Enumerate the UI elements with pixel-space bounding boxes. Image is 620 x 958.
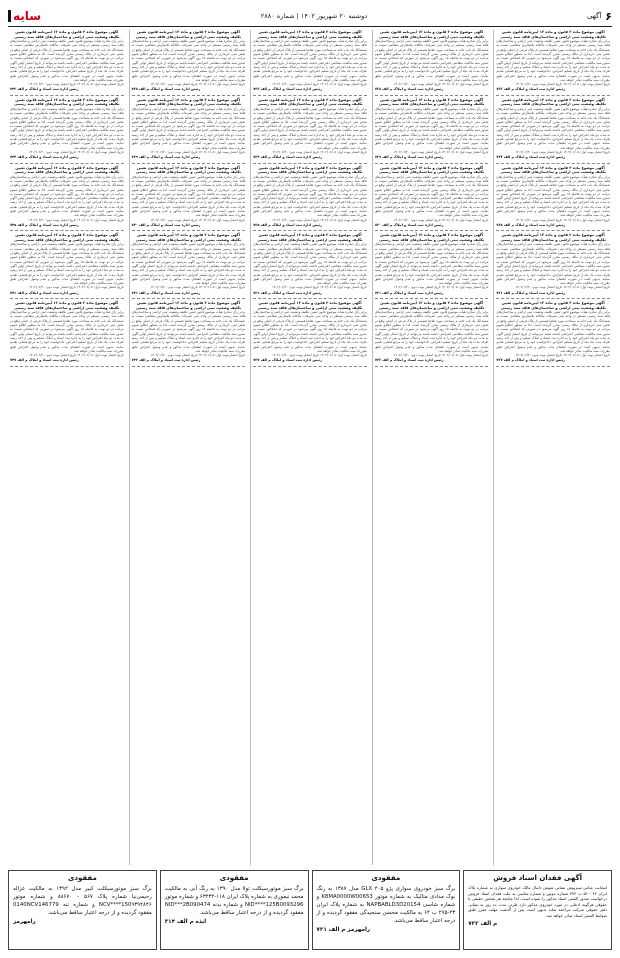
- ad-body: برابر رأی صادره هیأت موضوع قانون تعیین تکلیف وضعیت ثبتی اراضی و ساختمان‌های فاقد سند رسمی مستقر در واحد ثبتی تصرفات مالکانه بلامعارض متقاضی نسبت به ششدانگ یک باب خانه به مساحت مورد تقاضا قسمتی از پلاک فرعی از اصلی واقع در بخش ثبتی خریداری از مالک رسمی محرز گردیده است. لذا به منظور اطلاع عموم مراتب در دو نوبت به فاصله ۱۵ روز آگهی می‌شود در صورتی که اشخاص نسبت به صدور سند مالکیت متقاضی اعتراضی داشته باشند می‌توانند از تاریخ انتشار اولین آگهی به مدت دو ماه اعتراض خود را به اداره ثبت اسناد و املاک تسلیم و پس از اخذ رسید ظرف مدت یک ماه از تاریخ تسلیم اعتراض، دادخواست خود را به مرجع قضایی تقدیم نمایند. بدیهی است در صورت انقضای مدت مذکور و عدم وصول اعتراض طبق مقررات سند مالکیت صادر خواهد شد.: [496, 174, 610, 218]
- ad-serial: م الف ۷۲۸: [374, 87, 393, 92]
- ad-body: برابر رأی صادره هیأت موضوع قانون تعیین تکلیف وضعیت ثبتی اراضی و ساختمان‌های فاقد سند رسمی مستقر در واحد ثبتی تصرفات مالکانه بلامعارض متقاضی نسبت به ششدانگ یک باب خانه به مساحت مورد تقاضا قسمتی از پلاک فرعی از اصلی واقع در بخش ثبتی خریداری از مالک رسمی محرز گردیده است. لذا به منظور اطلاع عموم مراتب در دو نوبت به فاصله ۱۵ روز آگهی می‌شود در صورتی که اشخاص نسبت به صدور سند مالکیت متقاضی اعتراضی داشته باشند می‌توانند از تاریخ انتشار اولین آگهی به مدت دو ماه اعتراض خود را به اداره ثبت اسناد و املاک تسلیم و پس از اخذ رسید ظرف مدت یک ماه از تاریخ تسلیم اعتراض، دادخواست خود را به مرجع قضایی تقدیم نمایند. بدیهی است در صورت انقضای مدت مذکور و عدم وصول اعتراض طبق مقررات سند مالکیت صادر خواهد شد.: [253, 242, 367, 286]
- ad-serial: م الف ۷۳۷: [253, 358, 271, 363]
- ad-body: برابر رأی صادره هیأت موضوع قانون تعیین تکلیف وضعیت ثبتی اراضی و ساختمان‌های فاقد سند رسمی مستقر در واحد ثبتی تصرفات مالکانه بلامعارض متقاضی نسبت به ششدانگ یک باب خانه به مساحت مورد تقاضا قسمتی از پلاک فرعی از اصلی واقع در بخش ثبتی خریداری از مالک رسمی محرز گردیده است. لذا به منظور اطلاع عموم مراتب در دو نوبت به فاصله ۱۵ روز آگهی می‌شود در صورتی که اشخاص نسبت به صدور سند مالکیت متقاضی اعتراضی داشته باشند می‌توانند از تاریخ انتشار اولین آگهی به مدت دو ماه اعتراض خود را به اداره ثبت اسناد و املاک تسلیم و پس از اخذ رسید ظرف مدت یک ماه از تاریخ تسلیم اعتراض، دادخواست خود را به مرجع قضایی تقدیم نمایند. بدیهی است در صورت انقضای مدت مذکور و عدم وصول اعتراض طبق مقررات سند مالکیت صادر خواهد شد.: [131, 310, 246, 353]
- ad-body: برابر رأی صادره هیأت موضوع قانون تعیین تکلیف وضعیت ثبتی اراضی و ساختمان‌های فاقد سند رسمی مستقر در واحد ثبتی تصرفات مالکانه بلامعارض متقاضی نسبت به ششدانگ یک باب خانه به مساحت مورد تقاضا قسمتی از پلاک فرعی از اصلی واقع در بخش ثبتی خریداری از مالک رسمی محرز گردیده است. لذا به منظور اطلاع عموم مراتب در دو نوبت به فاصله ۱۵ روز آگهی می‌شود در صورتی که اشخاص نسبت به صدور سند مالکیت متقاضی اعتراضی داشته باشند می‌توانند از تاریخ انتشار اولین آگهی به مدت دو ماه اعتراض خود را به اداره ثبت اسناد و املاک تسلیم و پس از اخذ رسید ظرف مدت یک ماه از تاریخ تسلیم اعتراض، دادخواست خود را به مرجع قضایی تقدیم نمایند. بدیهی است در صورت انقضای مدت مذکور و عدم وصول اعتراض طبق مقررات سند مالکیت صادر خواهد شد.: [10, 242, 124, 286]
- ad-signature: [375, 291, 489, 295]
- ad-sign-office: رئیس اداره ثبت اسناد و املاک: [271, 87, 322, 92]
- ad-signature: [253, 223, 367, 227]
- notice-box: [8, 870, 157, 950]
- ad-body: برابر رأی صادره هیأت موضوع قانون تعیین تکلیف وضعیت ثبتی اراضی و ساختمان‌های فاقد سند رسمی مستقر در واحد ثبتی تصرفات مالکانه بلامعارض متقاضی نسبت به ششدانگ یک باب خانه به مساحت مورد تقاضا قسمتی از پلاک فرعی از اصلی واقع در بخش ثبتی خریداری از مالک رسمی محرز گردیده است. لذا به منظور اطلاع عموم مراتب در دو نوبت به فاصله ۱۵ روز آگهی می‌شود در صورتی که اشخاص نسبت به صدور سند مالکیت متقاضی اعتراضی داشته باشند می‌توانند از تاریخ انتشار اولین آگهی به مدت دو ماه اعتراض خود را به اداره ثبت اسناد و املاک تسلیم و پس از اخذ رسید ظرف مدت یک ماه از تاریخ تسلیم اعتراض، دادخواست خود را به مرجع قضایی تقدیم نمایند. بدیهی است در صورت انقضای مدت مذکور و عدم وصول اعتراض طبق مقررات سند مالکیت صادر خواهد شد.: [374, 242, 489, 286]
- ad-serial: م الف ۷۳۲: [374, 358, 393, 363]
- ad-divider: [253, 298, 367, 299]
- classified-ad: [496, 30, 610, 92]
- classified-ad: [253, 166, 367, 228]
- ad-dates: تاریخ انتشار نوبت اول: ۱۴۰۲/۰۶/۰۵ تاریخ انتشار نوبت دوم: ۱۴۰۲/۰۶/۲۰: [28, 149, 124, 154]
- ad-sign-office: رئیس اداره ثبت اسناد و املاک: [515, 222, 566, 227]
- ad-serial: م الف ۷۳۵: [253, 222, 271, 227]
- ad-divider: [132, 163, 246, 164]
- ad-sign-office: رئیس اداره ثبت اسناد و املاک: [515, 358, 566, 363]
- ad-title: آگهی موضوع ماده ۳ قانون و ماده ۱۳ آیین‌نامه قانون تعیین تکلیف وضعیت ثبتی اراضی و ساختمان‌های فاقد سند رسمی: [135, 30, 242, 39]
- ad-sign-office: رئیس اداره ثبت اسناد و املاک: [515, 290, 566, 295]
- classified-ad: [10, 166, 124, 228]
- ad-serial: م الف ۷۴۴: [10, 155, 28, 160]
- notice-signature: رامهرمز: [13, 919, 36, 925]
- ad-dates: تاریخ انتشار نوبت اول: ۱۴۰۲/۰۶/۰۵ تاریخ انتشار نوبت دوم: ۱۴۰۲/۰۶/۲۰: [28, 82, 124, 87]
- ad-dates: تاریخ انتشار نوبت اول: ۱۴۰۲/۰۶/۰۵ تاریخ انتشار نوبت دوم: ۱۴۰۲/۰۶/۲۰: [515, 82, 610, 87]
- ad-body: برابر رأی صادره هیأت موضوع قانون تعیین تکلیف وضعیت ثبتی اراضی و ساختمان‌های فاقد سند رسمی مستقر در واحد ثبتی تصرفات مالکانه بلامعارض متقاضی نسبت به ششدانگ یک باب خانه به مساحت مورد تقاضا قسمتی از پلاک فرعی از اصلی واقع در بخش ثبتی خریداری از مالک رسمی محرز گردیده است. لذا به منظور اطلاع عموم مراتب در دو نوبت به فاصله ۱۵ روز آگهی می‌شود در صورتی که اشخاص نسبت به صدور سند مالکیت متقاضی اعتراضی داشته باشند می‌توانند از تاریخ انتشار اولین آگهی به مدت دو ماه اعتراض خود را به اداره ثبت اسناد و املاک تسلیم و پس از اخذ رسید ظرف مدت یک ماه از تاریخ تسلیم اعتراض، دادخواست خود را به مرجع قضایی تقدیم نمایند. بدیهی است در صورت انقضای مدت مذکور و عدم وصول اعتراض طبق مقررات سند مالکیت صادر خواهد شد.: [374, 310, 489, 353]
- notice-box: [312, 870, 461, 950]
- ad-signature: [132, 223, 246, 227]
- classified-ad: [253, 30, 367, 92]
- ad-body: برابر رأی صادره هیأت موضوع قانون تعیین تکلیف وضعیت ثبتی اراضی و ساختمان‌های فاقد سند رسمی مستقر در واحد ثبتی تصرفات مالکانه بلامعارض متقاضی نسبت به ششدانگ یک باب خانه به مساحت مورد تقاضا قسمتی از پلاک فرعی از اصلی واقع در بخش ثبتی خریداری از مالک رسمی محرز گردیده است. لذا به منظور اطلاع عموم مراتب در دو نوبت به فاصله ۱۵ روز آگهی می‌شود در صورتی که اشخاص نسبت به صدور سند مالکیت متقاضی اعتراضی داشته باشند می‌توانند از تاریخ انتشار اولین آگهی به مدت دو ماه اعتراض خود را به اداره ثبت اسناد و املاک تسلیم و پس از اخذ رسید ظرف مدت یک ماه از تاریخ تسلیم اعتراض، دادخواست خود را به مرجع قضایی تقدیم نمایند. بدیهی است در صورت انقضای مدت مذکور و عدم وصول اعتراض طبق مقررات سند مالکیت صادر خواهد شد.: [496, 106, 610, 150]
- ad-signature: [132, 155, 246, 159]
- ad-title: آگهی موضوع ماده ۳ قانون و ماده ۱۳ آیین‌نامه قانون تعیین تکلیف وضعیت ثبتی اراضی و ساختمان‌های فاقد سند رسمی: [378, 301, 485, 310]
- ad-body: برابر رأی صادره هیأت موضوع قانون تعیین تکلیف وضعیت ثبتی اراضی و ساختمان‌های فاقد سند رسمی مستقر در واحد ثبتی تصرفات مالکانه بلامعارض متقاضی نسبت به ششدانگ یک باب خانه به مساحت مورد تقاضا قسمتی از پلاک فرعی از اصلی واقع در بخش ثبتی خریداری از مالک رسمی محرز گردیده است. لذا به منظور اطلاع عموم مراتب در دو نوبت به فاصله ۱۵ روز آگهی می‌شود در صورتی که اشخاص نسبت به صدور سند مالکیت متقاضی اعتراضی داشته باشند می‌توانند از تاریخ انتشار اولین آگهی به مدت دو ماه اعتراض خود را به اداره ثبت اسناد و املاک تسلیم و پس از اخذ رسید ظرف مدت یک ماه از تاریخ تسلیم اعتراض، دادخواست خود را به مرجع قضایی تقدیم نمایند. بدیهی است در صورت انقضای مدت مذکور و عدم وصول اعتراض طبق مقررات سند مالکیت صادر خواهد شد.: [10, 310, 124, 353]
- ad-divider: [253, 95, 367, 96]
- ad-title: آگهی موضوع ماده ۳ قانون و ماده ۱۳ آیین‌نامه قانون تعیین تکلیف وضعیت ثبتی اراضی و ساختمان‌های فاقد سند رسمی: [14, 233, 120, 242]
- classified-ad: [132, 166, 246, 228]
- ad-dates: تاریخ انتشار نوبت اول: ۱۴۰۲/۰۶/۰۵ تاریخ انتشار نوبت دوم: ۱۴۰۲/۰۶/۲۰: [515, 217, 610, 222]
- page-header: [8, 6, 612, 27]
- ad-title: آگهی موضوع ماده ۳ قانون و ماده ۱۳ آیین‌نامه قانون تعیین تکلیف وضعیت ثبتی اراضی و ساختمان‌های فاقد سند رسمی: [257, 233, 363, 242]
- ad-body: برابر رأی صادره هیأت موضوع قانون تعیین تکلیف وضعیت ثبتی اراضی و ساختمان‌های فاقد سند رسمی مستقر در واحد ثبتی تصرفات مالکانه بلامعارض متقاضی نسبت به ششدانگ یک باب خانه به مساحت مورد تقاضا قسمتی از پلاک فرعی از اصلی واقع در بخش ثبتی خریداری از مالک رسمی محرز گردیده است. لذا به منظور اطلاع عموم مراتب در دو نوبت به فاصله ۱۵ روز آگهی می‌شود در صورتی که اشخاص نسبت به صدور سند مالکیت متقاضی اعتراضی داشته باشند می‌توانند از تاریخ انتشار اولین آگهی به مدت دو ماه اعتراض خود را به اداره ثبت اسناد و املاک تسلیم و پس از اخذ رسید ظرف مدت یک ماه از تاریخ تسلیم اعتراض، دادخواست خود را به مرجع قضایی تقدیم نمایند. بدیهی است در صورت انقضای مدت مذکور و عدم وصول اعتراض طبق مقررات سند مالکیت صادر خواهد شد.: [496, 242, 610, 286]
- ad-divider: [375, 230, 489, 231]
- ad-dates: تاریخ انتشار نوبت اول: ۱۴۰۲/۰۶/۰۵ تاریخ انتشار نوبت دوم: ۱۴۰۲/۰۶/۲۰: [393, 217, 489, 222]
- ad-serial: م الف ۷۳۸: [131, 87, 150, 92]
- ad-serial: م الف ۷۲۶: [496, 290, 514, 295]
- ad-signature: [10, 155, 124, 159]
- ad-sign-office: رئیس اداره ثبت اسناد و املاک: [28, 358, 79, 363]
- ad-body: برابر رأی صادره هیأت موضوع قانون تعیین تکلیف وضعیت ثبتی اراضی و ساختمان‌های فاقد سند رسمی مستقر در واحد ثبتی تصرفات مالکانه بلامعارض متقاضی نسبت به ششدانگ یک باب خانه به مساحت مورد تقاضا قسمتی از پلاک فرعی از اصلی واقع در بخش ثبتی خریداری از مالک رسمی محرز گردیده است. لذا به منظور اطلاع عموم مراتب در دو نوبت به فاصله ۱۵ روز آگهی می‌شود در صورتی که اشخاص نسبت به صدور سند مالکیت متقاضی اعتراضی داشته باشند می‌توانند از تاریخ انتشار اولین آگهی به مدت دو ماه اعتراض خود را به اداره ثبت اسناد و املاک تسلیم و پس از اخذ رسید ظرف مدت یک ماه از تاریخ تسلیم اعتراض، دادخواست خود را به مرجع قضایی تقدیم نمایند. بدیهی است در صورت انقضای مدت مذکور و عدم وصول اعتراض طبق مقررات سند مالکیت صادر خواهد شد.: [496, 39, 610, 82]
- ad-signature: [375, 87, 489, 91]
- ad-divider: [375, 163, 489, 164]
- ad-title: آگهی موضوع ماده ۳ قانون و ماده ۱۳ آیین‌نامه قانون تعیین تکلیف وضعیت ثبتی اراضی و ساختمان‌های فاقد سند رسمی: [378, 165, 485, 175]
- ad-serial: م الف ۷۲۵: [496, 222, 514, 227]
- ad-signature: [10, 87, 124, 91]
- ad-serial: م الف ۷۴۵: [10, 222, 28, 227]
- ad-body: برابر رأی صادره هیأت موضوع قانون تعیین تکلیف وضعیت ثبتی اراضی و ساختمان‌های فاقد سند رسمی مستقر در واحد ثبتی تصرفات مالکانه بلامعارض متقاضی نسبت به ششدانگ یک باب خانه به مساحت مورد تقاضا قسمتی از پلاک فرعی از اصلی واقع در بخش ثبتی خریداری از مالک رسمی محرز گردیده است. لذا به منظور اطلاع عموم مراتب در دو نوبت به فاصله ۱۵ روز آگهی می‌شود در صورتی که اشخاص نسبت به صدور سند مالکیت متقاضی اعتراضی داشته باشند می‌توانند از تاریخ انتشار اولین آگهی به مدت دو ماه اعتراض خود را به اداره ثبت اسناد و املاک تسلیم و پس از اخذ رسید ظرف مدت یک ماه از تاریخ تسلیم اعتراض، دادخواست خود را به مرجع قضایی تقدیم نمایند. بدیهی است در صورت انقضای مدت مذکور و عدم وصول اعتراض طبق مقررات سند مالکیت صادر خواهد شد.: [10, 106, 124, 150]
- ad-signature: [253, 291, 367, 295]
- ad-serial: م الف ۷۲۳: [496, 87, 514, 92]
- ad-signature: [132, 291, 246, 295]
- classified-ad: [375, 301, 489, 363]
- ad-body: برابر رأی صادره هیأت موضوع قانون تعیین تکلیف وضعیت ثبتی اراضی و ساختمان‌های فاقد سند رسمی مستقر در واحد ثبتی تصرفات مالکانه بلامعارض متقاضی نسبت به ششدانگ یک باب خانه به مساحت مورد تقاضا قسمتی از پلاک فرعی از اصلی واقع در بخش ثبتی خریداری از مالک رسمی محرز گردیده است. لذا به منظور اطلاع عموم مراتب در دو نوبت به فاصله ۱۵ روز آگهی می‌شود در صورتی که اشخاص نسبت به صدور سند مالکیت متقاضی اعتراضی داشته باشند می‌توانند از تاریخ انتشار اولین آگهی به مدت دو ماه اعتراض خود را به اداره ثبت اسناد و املاک تسلیم و پس از اخذ رسید ظرف مدت یک ماه از تاریخ تسلیم اعتراض، دادخواست خود را به مرجع قضایی تقدیم نمایند. بدیهی است در صورت انقضای مدت مذکور و عدم وصول اعتراض طبق مقررات سند مالکیت صادر خواهد شد.: [10, 174, 124, 218]
- ad-body: برابر رأی صادره هیأت موضوع قانون تعیین تکلیف وضعیت ثبتی اراضی و ساختمان‌های فاقد سند رسمی مستقر در واحد ثبتی تصرفات مالکانه بلامعارض متقاضی نسبت به ششدانگ یک باب خانه به مساحت مورد تقاضا قسمتی از پلاک فرعی از اصلی واقع در بخش ثبتی خریداری از مالک رسمی محرز گردیده است. لذا به منظور اطلاع عموم مراتب در دو نوبت به فاصله ۱۵ روز آگهی می‌شود در صورتی که اشخاص نسبت به صدور سند مالکیت متقاضی اعتراضی داشته باشند می‌توانند از تاریخ انتشار اولین آگهی به مدت دو ماه اعتراض خود را به اداره ثبت اسناد و املاک تسلیم و پس از اخذ رسید ظرف مدت یک ماه از تاریخ تسلیم اعتراض، دادخواست خود را به مرجع قضایی تقدیم نمایند. بدیهی است در صورت انقضای مدت مذکور و عدم وصول اعتراض طبق مقررات سند مالکیت صادر خواهد شد.: [374, 106, 489, 150]
- ad-serial: م الف ۷۴۱: [131, 290, 150, 295]
- ad-body: برابر رأی صادره هیأت موضوع قانون تعیین تکلیف وضعیت ثبتی اراضی و ساختمان‌های فاقد سند رسمی مستقر در واحد ثبتی تصرفات مالکانه بلامعارض متقاضی نسبت به ششدانگ یک باب خانه به مساحت مورد تقاضا قسمتی از پلاک فرعی از اصلی واقع در بخش ثبتی خریداری از مالک رسمی محرز گردیده است. لذا به منظور اطلاع عموم مراتب در دو نوبت به فاصله ۱۵ روز آگهی می‌شود در صورتی که اشخاص نسبت به صدور سند مالکیت متقاضی اعتراضی داشته باشند می‌توانند از تاریخ انتشار اولین آگهی به مدت دو ماه اعتراض خود را به اداره ثبت اسناد و املاک تسلیم و پس از اخذ رسید ظرف مدت یک ماه از تاریخ تسلیم اعتراض، دادخواست خود را به مرجع قضایی تقدیم نمایند. بدیهی است در صورت انقضای مدت مذکور و عدم وصول اعتراض طبق مقررات سند مالکیت صادر خواهد شد.: [131, 242, 246, 286]
- ad-title: آگهی موضوع ماده ۳ قانون و ماده ۱۳ آیین‌نامه قانون تعیین تکلیف وضعیت ثبتی اراضی و ساختمان‌های فاقد سند رسمی: [378, 97, 485, 107]
- ad-title: آگهی موضوع ماده ۳ قانون و ماده ۱۳ آیین‌نامه قانون تعیین تکلیف وضعیت ثبتی اراضی و ساختمان‌های فاقد سند رسمی: [378, 30, 485, 39]
- ad-serial: م الف ۷۴۷: [10, 358, 28, 363]
- section-label: آگهی: [586, 12, 602, 20]
- ad-body: برابر رأی صادره هیأت موضوع قانون تعیین تکلیف وضعیت ثبتی اراضی و ساختمان‌های فاقد سند رسمی مستقر در واحد ثبتی تصرفات مالکانه بلامعارض متقاضی نسبت به ششدانگ یک باب خانه به مساحت مورد تقاضا قسمتی از پلاک فرعی از اصلی واقع در بخش ثبتی خریداری از مالک رسمی محرز گردیده است. لذا به منظور اطلاع عموم مراتب در دو نوبت به فاصله ۱۵ روز آگهی می‌شود در صورتی که اشخاص نسبت به صدور سند مالکیت متقاضی اعتراضی داشته باشند می‌توانند از تاریخ انتشار اولین آگهی به مدت دو ماه اعتراض خود را به اداره ثبت اسناد و املاک تسلیم و پس از اخذ رسید ظرف مدت یک ماه از تاریخ تسلیم اعتراض، دادخواست خود را به مرجع قضایی تقدیم نمایند. بدیهی است در صورت انقضای مدت مذکور و عدم وصول اعتراض طبق مقررات سند مالکیت صادر خواهد شد.: [131, 174, 246, 218]
- ad-dates: تاریخ انتشار نوبت اول: ۱۴۰۲/۰۶/۰۵ تاریخ انتشار نوبت دوم: ۱۴۰۲/۰۶/۲۰: [150, 285, 246, 290]
- ad-divider: [253, 230, 367, 231]
- ad-signature: [496, 358, 610, 362]
- ad-dates: تاریخ انتشار نوبت اول: ۱۴۰۲/۰۶/۰۵ تاریخ انتشار نوبت دوم: ۱۴۰۲/۰۶/۲۰: [393, 285, 489, 290]
- ad-body: برابر رأی صادره هیأت موضوع قانون تعیین تکلیف وضعیت ثبتی اراضی و ساختمان‌های فاقد سند رسمی مستقر در واحد ثبتی تصرفات مالکانه بلامعارض متقاضی نسبت به ششدانگ یک باب خانه به مساحت مورد تقاضا قسمتی از پلاک فرعی از اصلی واقع در بخش ثبتی خریداری از مالک رسمی محرز گردیده است. لذا به منظور اطلاع عموم مراتب در دو نوبت به فاصله ۱۵ روز آگهی می‌شود در صورتی که اشخاص نسبت به صدور سند مالکیت متقاضی اعتراضی داشته باشند می‌توانند از تاریخ انتشار اولین آگهی به مدت دو ماه اعتراض خود را به اداره ثبت اسناد و املاک تسلیم و پس از اخذ رسید ظرف مدت یک ماه از تاریخ تسلیم اعتراض، دادخواست خود را به مرجع قضایی تقدیم نمایند. بدیهی است در صورت انقضای مدت مذکور و عدم وصول اعتراض طبق مقررات سند مالکیت صادر خواهد شد.: [253, 310, 367, 353]
- ad-dates: تاریخ انتشار نوبت اول: ۱۴۰۲/۰۶/۰۵ تاریخ انتشار نوبت دوم: ۱۴۰۲/۰۶/۲۰: [393, 353, 489, 358]
- ad-column: [129, 30, 248, 865]
- classified-ad: [132, 233, 246, 295]
- ad-column: [493, 30, 612, 865]
- ad-signature: [132, 87, 246, 91]
- notice-title: مفقودی: [67, 874, 97, 882]
- ad-dates: تاریخ انتشار نوبت اول: ۱۴۰۲/۰۶/۰۵ تاریخ انتشار نوبت دوم: ۱۴۰۲/۰۶/۲۰: [150, 82, 246, 87]
- ad-dates: تاریخ انتشار نوبت اول: ۱۴۰۲/۰۶/۰۵ تاریخ انتشار نوبت دوم: ۱۴۰۲/۰۶/۲۰: [515, 353, 610, 358]
- ad-sign-office: رئیس اداره ثبت اسناد و املاک: [393, 222, 444, 227]
- ad-dates: تاریخ انتشار نوبت اول: ۱۴۰۲/۰۶/۰۵ تاریخ انتشار نوبت دوم: ۱۴۰۲/۰۶/۲۰: [515, 285, 610, 290]
- ad-dates: تاریخ انتشار نوبت اول: ۱۴۰۲/۰۶/۰۵ تاریخ انتشار نوبت دوم: ۱۴۰۲/۰۶/۲۰: [393, 149, 489, 154]
- ad-dates: تاریخ انتشار نوبت اول: ۱۴۰۲/۰۶/۰۵ تاریخ انتشار نوبت دوم: ۱۴۰۲/۰۶/۲۰: [150, 149, 246, 154]
- ad-sign-office: رئیس اداره ثبت اسناد و املاک: [393, 87, 444, 92]
- ad-dates: تاریخ انتشار نوبت اول: ۱۴۰۲/۰۶/۰۵ تاریخ انتشار نوبت دوم: ۱۴۰۲/۰۶/۲۰: [515, 149, 610, 154]
- classified-ad: [10, 98, 124, 160]
- ad-body: برابر رأی صادره هیأت موضوع قانون تعیین تکلیف وضعیت ثبتی اراضی و ساختمان‌های فاقد سند رسمی مستقر در واحد ثبتی تصرفات مالکانه بلامعارض متقاضی نسبت به ششدانگ یک باب خانه به مساحت مورد تقاضا قسمتی از پلاک فرعی از اصلی واقع در بخش ثبتی خریداری از مالک رسمی محرز گردیده است. لذا به منظور اطلاع عموم مراتب در دو نوبت به فاصله ۱۵ روز آگهی می‌شود در صورتی که اشخاص نسبت به صدور سند مالکیت متقاضی اعتراضی داشته باشند می‌توانند از تاریخ انتشار اولین آگهی به مدت دو ماه اعتراض خود را به اداره ثبت اسناد و املاک تسلیم و پس از اخذ رسید ظرف مدت یک ماه از تاریخ تسلیم اعتراض، دادخواست خود را به مرجع قضایی تقدیم نمایند. بدیهی است در صورت انقضای مدت مذکور و عدم وصول اعتراض طبق مقررات سند مالکیت صادر خواهد شد.: [131, 106, 246, 150]
- notice-box: [463, 870, 612, 950]
- ad-sign-office: رئیس اداره ثبت اسناد و املاک: [28, 290, 79, 295]
- ad-sign-office: رئیس اداره ثبت اسناد و املاک: [393, 155, 444, 160]
- ad-serial: م الف ۷۳۶: [253, 290, 271, 295]
- classified-ad: [375, 233, 489, 295]
- issue-date: دوشنبه ۲۰ شهریور ۱۴۰۲ | شماره ۲۸۸۰: [260, 12, 368, 20]
- ad-body: برابر رأی صادره هیأت موضوع قانون تعیین تکلیف وضعیت ثبتی اراضی و ساختمان‌های فاقد سند رسمی مستقر در واحد ثبتی تصرفات مالکانه بلامعارض متقاضی نسبت به ششدانگ یک باب خانه به مساحت مورد تقاضا قسمتی از پلاک فرعی از اصلی واقع در بخش ثبتی خریداری از مالک رسمی محرز گردیده است. لذا به منظور اطلاع عموم مراتب در دو نوبت به فاصله ۱۵ روز آگهی می‌شود در صورتی که اشخاص نسبت به صدور سند مالکیت متقاضی اعتراضی داشته باشند می‌توانند از تاریخ انتشار اولین آگهی به مدت دو ماه اعتراض خود را به اداره ثبت اسناد و املاک تسلیم و پس از اخذ رسید ظرف مدت یک ماه از تاریخ تسلیم اعتراض، دادخواست خود را به مرجع قضایی تقدیم نمایند. بدیهی است در صورت انقضای مدت مذکور و عدم وصول اعتراض طبق مقررات سند مالکیت صادر خواهد شد.: [496, 310, 610, 353]
- ad-serial: م الف ۷۴۲: [131, 358, 150, 363]
- ad-signature: [375, 223, 489, 227]
- classified-ad: [253, 98, 367, 160]
- ad-signature: [10, 291, 124, 295]
- logo-bar-icon: [8, 10, 11, 22]
- ad-sign-office: رئیس اداره ثبت اسناد و املاک: [393, 290, 444, 295]
- ad-divider: [10, 230, 124, 231]
- notice-body: برگ سبز موتورسیکلت کبیر مدل ۱۳۹۲ به مالکیت غزاله رحیمی‌نیا شماره پلاک ۵۶۷ - ۸۸۶۷۰ و شماره موتور NCV****150۹۳۹۴۸۴۶ و شماره تنه 0140NCV146779 مفقود گردیده و از درجه اعتبار ساقط می‌باشد.: [13, 886, 152, 916]
- ad-body: برابر رأی صادره هیأت موضوع قانون تعیین تکلیف وضعیت ثبتی اراضی و ساختمان‌های فاقد سند رسمی مستقر در واحد ثبتی تصرفات مالکانه بلامعارض متقاضی نسبت به ششدانگ یک باب خانه به مساحت مورد تقاضا قسمتی از پلاک فرعی از اصلی واقع در بخش ثبتی خریداری از مالک رسمی محرز گردیده است. لذا به منظور اطلاع عموم مراتب در دو نوبت به فاصله ۱۵ روز آگهی می‌شود در صورتی که اشخاص نسبت به صدور سند مالکیت متقاضی اعتراضی داشته باشند می‌توانند از تاریخ انتشار اولین آگهی به مدت دو ماه اعتراض خود را به اداره ثبت اسناد و املاک تسلیم و پس از اخذ رسید ظرف مدت یک ماه از تاریخ تسلیم اعتراض، دادخواست خود را به مرجع قضایی تقدیم نمایند. بدیهی است در صورت انقضای مدت مذکور و عدم وصول اعتراض طبق مقررات سند مالکیت صادر خواهد شد.: [374, 39, 489, 82]
- ad-divider: [132, 366, 246, 367]
- notice-signature: ایذه م الف ۳۱۴: [164, 919, 207, 925]
- ad-divider: [375, 298, 489, 299]
- notice-signature: رامهرمز م الف ۷۲۱: [316, 927, 371, 933]
- ad-dates: تاریخ انتشار نوبت اول: ۱۴۰۲/۰۶/۰۵ تاریخ انتشار نوبت دوم: ۱۴۰۲/۰۶/۲۰: [28, 353, 124, 358]
- classified-ad: [496, 301, 610, 363]
- ad-signature: [496, 87, 610, 91]
- classified-ad: [253, 301, 367, 363]
- notice-title: مفقودی: [371, 874, 401, 882]
- ad-title: آگهی موضوع ماده ۳ قانون و ماده ۱۳ آیین‌نامه قانون تعیین تکلیف وضعیت ثبتی اراضی و ساختمان‌های فاقد سند رسمی: [135, 165, 242, 175]
- ad-title: آگهی موضوع ماده ۳ قانون و ماده ۱۳ آیین‌نامه قانون تعیین تکلیف وضعیت ثبتی اراضی و ساختمان‌های فاقد سند رسمی: [135, 233, 242, 242]
- newspaper-logo: [8, 9, 41, 23]
- ad-divider: [132, 230, 246, 231]
- classified-ad: [253, 233, 367, 295]
- ad-title: آگهی موضوع ماده ۳ قانون و ماده ۱۳ آیین‌نامه قانون تعیین تکلیف وضعیت ثبتی اراضی و ساختمان‌های فاقد سند رسمی: [500, 30, 606, 39]
- ad-serial: م الف ۷۳۰: [374, 222, 393, 227]
- ad-dates: تاریخ انتشار نوبت اول: ۱۴۰۲/۰۶/۰۵ تاریخ انتشار نوبت دوم: ۱۴۰۲/۰۶/۲۰: [28, 285, 124, 290]
- ad-signature: [132, 358, 246, 362]
- ad-signature: [253, 87, 367, 91]
- classified-ad: [496, 98, 610, 160]
- ad-serial: م الف ۷۴۰: [131, 222, 150, 227]
- ad-divider: [10, 298, 124, 299]
- ad-body: برابر رأی صادره هیأت موضوع قانون تعیین تکلیف وضعیت ثبتی اراضی و ساختمان‌های فاقد سند رسمی مستقر در واحد ثبتی تصرفات مالکانه بلامعارض متقاضی نسبت به ششدانگ یک باب خانه به مساحت مورد تقاضا قسمتی از پلاک فرعی از اصلی واقع در بخش ثبتی خریداری از مالک رسمی محرز گردیده است. لذا به منظور اطلاع عموم مراتب در دو نوبت به فاصله ۱۵ روز آگهی می‌شود در صورتی که اشخاص نسبت به صدور سند مالکیت متقاضی اعتراضی داشته باشند می‌توانند از تاریخ انتشار اولین آگهی به مدت دو ماه اعتراض خود را به اداره ثبت اسناد و املاک تسلیم و پس از اخذ رسید ظرف مدت یک ماه از تاریخ تسلیم اعتراض، دادخواست خود را به مرجع قضایی تقدیم نمایند. بدیهی است در صورت انقضای مدت مذکور و عدم وصول اعتراض طبق مقررات سند مالکیت صادر خواهد شد.: [10, 39, 124, 82]
- classified-ad: [10, 233, 124, 295]
- ad-title: آگهی موضوع ماده ۳ قانون و ماده ۱۳ آیین‌نامه قانون تعیین تکلیف وضعیت ثبتی اراضی و ساختمان‌های فاقد سند رسمی: [135, 301, 242, 310]
- ad-title: آگهی موضوع ماده ۳ قانون و ماده ۱۳ آیین‌نامه قانون تعیین تکلیف وضعیت ثبتی اراضی و ساختمان‌های فاقد سند رسمی: [500, 165, 606, 175]
- ad-title: آگهی موضوع ماده ۳ قانون و ماده ۱۳ آیین‌نامه قانون تعیین تکلیف وضعیت ثبتی اراضی و ساختمان‌های فاقد سند رسمی: [14, 301, 120, 310]
- ad-sign-office: رئیس اداره ثبت اسناد و املاک: [28, 222, 79, 227]
- classified-ad: [132, 30, 246, 92]
- notice-body: اینجانب عباس سبزپوش نشانی شوش دانیال مالک خودروی سواری به شماره پلاک ایران ۴۴ - ۵۶ ب ۳۷۳ شماره موتور و شماره شاسی به علت فقدان اسناد فروش درخواست صدور المثنی اسناد مذکور را نموده است. لذا چنانچه هر شخص حقیقی یا حقوقی هرگونه ادعایی در مورد خودروی مذکور دارد ظرف مدت ده روز به نشانی دفتر حقوقی شرکت مراجعه نماید بدیهی است پس از گذشت مهلت مقرر طبق ضوابط المثنی اسناد صادر خواهد شد.: [468, 885, 607, 918]
- ad-divider: [496, 366, 610, 367]
- ad-column: [8, 30, 126, 865]
- ad-sign-office: رئیس اداره ثبت اسناد و املاک: [150, 87, 201, 92]
- ad-dates: تاریخ انتشار نوبت اول: ۱۴۰۲/۰۶/۰۵ تاریخ انتشار نوبت دوم: ۱۴۰۲/۰۶/۲۰: [272, 285, 367, 290]
- ad-signature: [10, 223, 124, 227]
- ad-signature: [496, 155, 610, 159]
- ad-sign-office: رئیس اداره ثبت اسناد و املاک: [515, 155, 566, 160]
- ad-dates: تاریخ انتشار نوبت اول: ۱۴۰۲/۰۶/۰۵ تاریخ انتشار نوبت دوم: ۱۴۰۲/۰۶/۲۰: [272, 149, 367, 154]
- ad-sign-office: رئیس اداره ثبت اسناد و املاک: [271, 222, 322, 227]
- ad-title: آگهی موضوع ماده ۳ قانون و ماده ۱۳ آیین‌نامه قانون تعیین تکلیف وضعیت ثبتی اراضی و ساختمان‌های فاقد سند رسمی: [14, 97, 120, 107]
- ad-divider: [10, 95, 124, 96]
- ad-divider: [253, 366, 367, 367]
- logo-text: سایه: [13, 9, 42, 23]
- notice-signature: م الف ۷۲۲: [468, 920, 498, 927]
- ad-signature: [496, 291, 610, 295]
- notice-body: برگ سبز خودروی سواری پژو ۴۰۵ GLX مدل ۱۳۸۷ به رنگ نوک مدادی متالیک به شماره موتور K8MA0000W00653 و شماره شاسی NAPBABLD3D20154 به شماره پلاک ایران ۲۳-۲۷۵ ب ۶۴ به مالکیت محسن سنجیدگی مفقود گردیده و از درجه اعتبار ساقط می‌باشد.: [316, 886, 456, 924]
- ad-dates: تاریخ انتشار نوبت اول: ۱۴۰۲/۰۶/۰۵ تاریخ انتشار نوبت دوم: ۱۴۰۲/۰۶/۲۰: [150, 217, 246, 222]
- classified-ad: [132, 301, 246, 363]
- ad-sign-office: رئیس اداره ثبت اسناد و املاک: [150, 358, 201, 363]
- ad-body: برابر رأی صادره هیأت موضوع قانون تعیین تکلیف وضعیت ثبتی اراضی و ساختمان‌های فاقد سند رسمی مستقر در واحد ثبتی تصرفات مالکانه بلامعارض متقاضی نسبت به ششدانگ یک باب خانه به مساحت مورد تقاضا قسمتی از پلاک فرعی از اصلی واقع در بخش ثبتی خریداری از مالک رسمی محرز گردیده است. لذا به منظور اطلاع عموم مراتب در دو نوبت به فاصله ۱۵ روز آگهی می‌شود در صورتی که اشخاص نسبت به صدور سند مالکیت متقاضی اعتراضی داشته باشند می‌توانند از تاریخ انتشار اولین آگهی به مدت دو ماه اعتراض خود را به اداره ثبت اسناد و املاک تسلیم و پس از اخذ رسید ظرف مدت یک ماه از تاریخ تسلیم اعتراض، دادخواست خود را به مرجع قضایی تقدیم نمایند. بدیهی است در صورت انقضای مدت مذکور و عدم وصول اعتراض طبق مقررات سند مالکیت صادر خواهد شد.: [131, 39, 246, 82]
- ad-title: آگهی موضوع ماده ۳ قانون و ماده ۱۳ آیین‌نامه قانون تعیین تکلیف وضعیت ثبتی اراضی و ساختمان‌های فاقد سند رسمی: [257, 30, 363, 39]
- classified-ad: [496, 166, 610, 228]
- notice-body: برگ سبز موتورسیکلت تولا مدل ۱۳۹۰ به رنگ آبی به مالکیت محمد نیموری به شماره پلاک ایران ۱۱۸-۶۳۴۳۲ و شماره موتور NID****125B0093296 و شماره بدنه NID***2B090474 مفقود گردیده و از درجه اعتبار ساقط می‌باشد.: [164, 886, 304, 916]
- classified-ad: [132, 98, 246, 160]
- ad-serial: م الف ۷۲۹: [374, 155, 393, 160]
- ad-title: آگهی موضوع ماده ۳ قانون و ماده ۱۳ آیین‌نامه قانون تعیین تکلیف وضعیت ثبتی اراضی و ساختمان‌های فاقد سند رسمی: [135, 97, 242, 107]
- ad-signature: [375, 155, 489, 159]
- ad-serial: م الف ۷۳۳: [253, 87, 271, 92]
- ad-dates: تاریخ انتشار نوبت اول: ۱۴۰۲/۰۶/۰۵ تاریخ انتشار نوبت دوم: ۱۴۰۲/۰۶/۲۰: [150, 353, 246, 358]
- page-number: ۶: [605, 9, 612, 23]
- ad-divider: [132, 298, 246, 299]
- ad-title: آگهی موضوع ماده ۳ قانون و ماده ۱۳ آیین‌نامه قانون تعیین تکلیف وضعیت ثبتی اراضی و ساختمان‌های فاقد سند رسمی: [257, 97, 363, 107]
- bottom-notices: [8, 870, 612, 950]
- ad-sign-office: رئیس اداره ثبت اسناد و املاک: [393, 358, 444, 363]
- ad-divider: [496, 95, 610, 96]
- ad-title: آگهی موضوع ماده ۳ قانون و ماده ۱۳ آیین‌نامه قانون تعیین تکلیف وضعیت ثبتی اراضی و ساختمان‌های فاقد سند رسمی: [500, 233, 606, 242]
- ad-title: آگهی موضوع ماده ۳ قانون و ماده ۱۳ آیین‌نامه قانون تعیین تکلیف وضعیت ثبتی اراضی و ساختمان‌های فاقد سند رسمی: [14, 30, 120, 39]
- ad-sign-office: رئیس اداره ثبت اسناد و املاک: [28, 155, 79, 160]
- ad-title: آگهی موضوع ماده ۳ قانون و ماده ۱۳ آیین‌نامه قانون تعیین تکلیف وضعیت ثبتی اراضی و ساختمان‌های فاقد سند رسمی: [378, 233, 485, 242]
- page-number-group: [587, 10, 612, 23]
- ad-divider: [10, 163, 124, 164]
- ad-signature: [496, 223, 610, 227]
- classified-ad: [496, 233, 610, 295]
- ad-sign-office: رئیس اداره ثبت اسناد و املاک: [271, 290, 322, 295]
- notice-title: آگهی فقدان اسناد فروش: [493, 874, 583, 882]
- ad-title: آگهی موضوع ماده ۳ قانون و ماده ۱۳ آیین‌نامه قانون تعیین تکلیف وضعیت ثبتی اراضی و ساختمان‌های فاقد سند رسمی: [500, 301, 606, 310]
- ad-divider: [132, 95, 246, 96]
- ad-title: آگهی موضوع ماده ۳ قانون و ماده ۱۳ آیین‌نامه قانون تعیین تکلیف وضعیت ثبتی اراضی و ساختمان‌های فاقد سند رسمی: [257, 301, 363, 310]
- ad-divider: [375, 366, 489, 367]
- ad-sign-office: رئیس اداره ثبت اسناد و املاک: [150, 155, 201, 160]
- ad-sign-office: رئیس اداره ثبت اسناد و املاک: [271, 358, 322, 363]
- ad-serial: م الف ۷۴۳: [10, 87, 28, 92]
- ad-sign-office: رئیس اداره ثبت اسناد و املاک: [150, 222, 201, 227]
- notice-title: مفقودی: [219, 874, 249, 882]
- ad-divider: [10, 366, 124, 367]
- ad-dates: تاریخ انتشار نوبت اول: ۱۴۰۲/۰۶/۰۵ تاریخ انتشار نوبت دوم: ۱۴۰۲/۰۶/۲۰: [272, 353, 367, 358]
- classified-ad: [375, 166, 489, 228]
- ad-column: [372, 30, 491, 865]
- ad-dates: تاریخ انتشار نوبت اول: ۱۴۰۲/۰۶/۰۵ تاریخ انتشار نوبت دوم: ۱۴۰۲/۰۶/۲۰: [393, 82, 489, 87]
- classified-ad: [375, 98, 489, 160]
- ad-sign-office: رئیس اداره ثبت اسناد و املاک: [28, 87, 79, 92]
- ad-divider: [375, 95, 489, 96]
- ad-dates: تاریخ انتشار نوبت اول: ۱۴۰۲/۰۶/۰۵ تاریخ انتشار نوبت دوم: ۱۴۰۲/۰۶/۲۰: [272, 217, 367, 222]
- ad-signature: [10, 358, 124, 362]
- ad-body: برابر رأی صادره هیأت موضوع قانون تعیین تکلیف وضعیت ثبتی اراضی و ساختمان‌های فاقد سند رسمی مستقر در واحد ثبتی تصرفات مالکانه بلامعارض متقاضی نسبت به ششدانگ یک باب خانه به مساحت مورد تقاضا قسمتی از پلاک فرعی از اصلی واقع در بخش ثبتی خریداری از مالک رسمی محرز گردیده است. لذا به منظور اطلاع عموم مراتب در دو نوبت به فاصله ۱۵ روز آگهی می‌شود در صورتی که اشخاص نسبت به صدور سند مالکیت متقاضی اعتراضی داشته باشند می‌توانند از تاریخ انتشار اولین آگهی به مدت دو ماه اعتراض خود را به اداره ثبت اسناد و املاک تسلیم و پس از اخذ رسید ظرف مدت یک ماه از تاریخ تسلیم اعتراض، دادخواست خود را به مرجع قضایی تقدیم نمایند. بدیهی است در صورت انقضای مدت مذکور و عدم وصول اعتراض طبق مقررات سند مالکیت صادر خواهد شد.: [253, 106, 367, 150]
- ad-sign-office: رئیس اداره ثبت اسناد و املاک: [271, 155, 322, 160]
- ad-signature: [253, 358, 367, 362]
- ad-sign-office: رئیس اداره ثبت اسناد و املاک: [150, 290, 201, 295]
- ad-title: آگهی موضوع ماده ۳ قانون و ماده ۱۳ آیین‌نامه قانون تعیین تکلیف وضعیت ثبتی اراضی و ساختمان‌های فاقد سند رسمی: [14, 165, 120, 175]
- notice-box: [160, 870, 309, 950]
- ad-body: برابر رأی صادره هیأت موضوع قانون تعیین تکلیف وضعیت ثبتی اراضی و ساختمان‌های فاقد سند رسمی مستقر در واحد ثبتی تصرفات مالکانه بلامعارض متقاضی نسبت به ششدانگ یک باب خانه به مساحت مورد تقاضا قسمتی از پلاک فرعی از اصلی واقع در بخش ثبتی خریداری از مالک رسمی محرز گردیده است. لذا به منظور اطلاع عموم مراتب در دو نوبت به فاصله ۱۵ روز آگهی می‌شود در صورتی که اشخاص نسبت به صدور سند مالکیت متقاضی اعتراضی داشته باشند می‌توانند از تاریخ انتشار اولین آگهی به مدت دو ماه اعتراض خود را به اداره ثبت اسناد و املاک تسلیم و پس از اخذ رسید ظرف مدت یک ماه از تاریخ تسلیم اعتراض، دادخواست خود را به مرجع قضایی تقدیم نمایند. بدیهی است در صورت انقضای مدت مذکور و عدم وصول اعتراض طبق مقررات سند مالکیت صادر خواهد شد.: [374, 174, 489, 218]
- ad-serial: م الف ۷۴۶: [10, 290, 28, 295]
- classified-ad: [10, 30, 124, 92]
- ad-serial: م الف ۷۳۹: [131, 155, 150, 160]
- ads-columns: [8, 30, 612, 865]
- ad-divider: [253, 163, 367, 164]
- classified-ad: [10, 301, 124, 363]
- ad-sign-office: رئیس اداره ثبت اسناد و املاک: [515, 87, 566, 92]
- ad-title: آگهی موضوع ماده ۳ قانون و ماده ۱۳ آیین‌نامه قانون تعیین تکلیف وضعیت ثبتی اراضی و ساختمان‌های فاقد سند رسمی: [500, 97, 606, 107]
- ad-serial: م الف ۷۲۴: [496, 155, 514, 160]
- ad-dates: تاریخ انتشار نوبت اول: ۱۴۰۲/۰۶/۰۵ تاریخ انتشار نوبت دوم: ۱۴۰۲/۰۶/۲۰: [272, 82, 367, 87]
- ad-divider: [496, 298, 610, 299]
- ad-divider: [496, 230, 610, 231]
- ad-body: برابر رأی صادره هیأت موضوع قانون تعیین تکلیف وضعیت ثبتی اراضی و ساختمان‌های فاقد سند رسمی مستقر در واحد ثبتی تصرفات مالکانه بلامعارض متقاضی نسبت به ششدانگ یک باب خانه به مساحت مورد تقاضا قسمتی از پلاک فرعی از اصلی واقع در بخش ثبتی خریداری از مالک رسمی محرز گردیده است. لذا به منظور اطلاع عموم مراتب در دو نوبت به فاصله ۱۵ روز آگهی می‌شود در صورتی که اشخاص نسبت به صدور سند مالکیت متقاضی اعتراضی داشته باشند می‌توانند از تاریخ انتشار اولین آگهی به مدت دو ماه اعتراض خود را به اداره ثبت اسناد و املاک تسلیم و پس از اخذ رسید ظرف مدت یک ماه از تاریخ تسلیم اعتراض، دادخواست خود را به مرجع قضایی تقدیم نمایند. بدیهی است در صورت انقضای مدت مذکور و عدم وصول اعتراض طبق مقررات سند مالکیت صادر خواهد شد.: [253, 174, 367, 218]
- ad-divider: [496, 163, 610, 164]
- ad-signature: [375, 358, 489, 362]
- ad-serial: م الف ۷۲۷: [496, 358, 514, 363]
- ad-serial: م الف ۷۳۴: [253, 155, 271, 160]
- ad-title: آگهی موضوع ماده ۳ قانون و ماده ۱۳ آیین‌نامه قانون تعیین تکلیف وضعیت ثبتی اراضی و ساختمان‌های فاقد سند رسمی: [257, 165, 363, 175]
- ad-column: [250, 30, 369, 865]
- ad-serial: م الف ۷۳۱: [374, 290, 393, 295]
- classified-ad: [375, 30, 489, 92]
- ad-body: برابر رأی صادره هیأت موضوع قانون تعیین تکلیف وضعیت ثبتی اراضی و ساختمان‌های فاقد سند رسمی مستقر در واحد ثبتی تصرفات مالکانه بلامعارض متقاضی نسبت به ششدانگ یک باب خانه به مساحت مورد تقاضا قسمتی از پلاک فرعی از اصلی واقع در بخش ثبتی خریداری از مالک رسمی محرز گردیده است. لذا به منظور اطلاع عموم مراتب در دو نوبت به فاصله ۱۵ روز آگهی می‌شود در صورتی که اشخاص نسبت به صدور سند مالکیت متقاضی اعتراضی داشته باشند می‌توانند از تاریخ انتشار اولین آگهی به مدت دو ماه اعتراض خود را به اداره ثبت اسناد و املاک تسلیم و پس از اخذ رسید ظرف مدت یک ماه از تاریخ تسلیم اعتراض، دادخواست خود را به مرجع قضایی تقدیم نمایند. بدیهی است در صورت انقضای مدت مذکور و عدم وصول اعتراض طبق مقررات سند مالکیت صادر خواهد شد.: [253, 39, 367, 82]
- ad-dates: تاریخ انتشار نوبت اول: ۱۴۰۲/۰۶/۰۵ تاریخ انتشار نوبت دوم: ۱۴۰۲/۰۶/۲۰: [28, 217, 124, 222]
- ad-signature: [253, 155, 367, 159]
